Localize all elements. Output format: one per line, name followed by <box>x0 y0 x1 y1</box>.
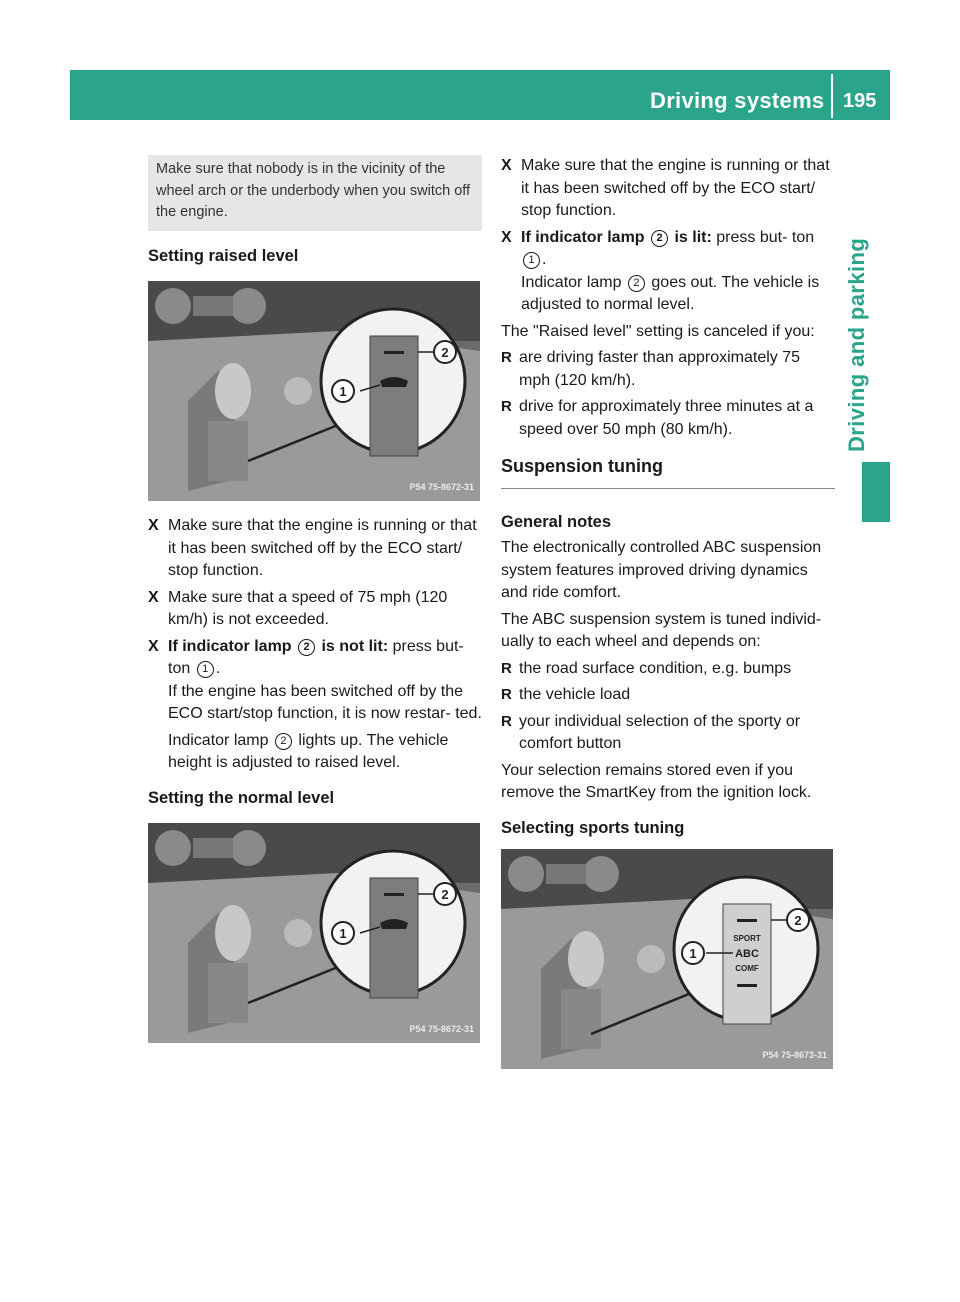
left-column <box>148 155 482 1057</box>
step-text: Make sure that the engine is running or that it has been switched off by the ECO start/ stop function. <box>521 157 830 219</box>
heading-raised-level: Setting raised level <box>148 246 299 265</box>
callout-ref: 2 <box>298 639 315 656</box>
callout-1: 1 <box>339 384 347 399</box>
step-result: If the engine has been switched off by the ECO start/stop function, it is now restar- ted. <box>168 682 482 722</box>
step-text: ton <box>168 660 191 677</box>
step-text: press but- <box>392 637 464 655</box>
figure-sports-tuning <box>501 849 833 1069</box>
list-item <box>501 684 835 707</box>
paragraph: The electronically controlled ABC suspension system features improved driving dynamics and ride comfort. <box>501 539 822 601</box>
callout-ref: 1 <box>197 661 214 678</box>
figure-raised-level <box>148 281 480 501</box>
paragraph: The ABC suspension system is tuned individ- ually to each wheel and depends on: <box>501 610 822 650</box>
callout-ref: 2 <box>651 230 668 247</box>
step-text: Make sure that the engine is running or that it has been switched off by the ECO start/ stop function. <box>168 517 477 579</box>
bullet-marker: R <box>501 398 512 415</box>
callout-2: 2 <box>441 887 449 902</box>
callout-1: 1 <box>689 946 697 961</box>
list-item <box>501 347 835 392</box>
step-text: . <box>542 251 547 268</box>
step-text: ton <box>791 228 815 246</box>
list-item-text: drive for approximately three minutes at a speed over 50 mph (80 km/h). <box>519 398 814 438</box>
bullet-marker: R <box>501 686 512 703</box>
page-number: 195 <box>843 90 877 112</box>
warning-box: Make sure that nobody is in the vicinity of the wheel arch or the underbody when you switch off the engine. <box>148 155 482 231</box>
callout-2: 2 <box>441 345 449 360</box>
heading-general-notes: General notes <box>501 512 612 531</box>
step-marker: X <box>148 637 159 655</box>
list-item-text: the vehicle load <box>519 686 631 703</box>
console-illustration-2 <box>148 823 480 1043</box>
list-item-text: the road surface condition, e.g. bumps <box>519 659 792 677</box>
step-text: . <box>215 660 221 677</box>
list-item <box>501 658 835 681</box>
right-column <box>501 155 835 1083</box>
list-item <box>501 711 835 756</box>
step-condition: If indicator lamp <box>168 637 292 655</box>
step-condition: If indicator lamp <box>521 228 645 246</box>
chapter-side-label: Driving and parking <box>844 237 869 452</box>
callout-1: 1 <box>339 926 347 941</box>
step-result <box>521 272 835 317</box>
step-item <box>501 155 835 223</box>
button-label-sport: SPORT <box>733 934 761 943</box>
step-marker: X <box>148 517 159 534</box>
heading-normal-level: Setting the normal level <box>148 788 335 807</box>
paragraph: Your selection remains stored even if you remove the SmartKey from the ignition lock. <box>501 761 812 801</box>
callout-ref: 1 <box>523 252 540 269</box>
step-text: Indicator lamp <box>168 731 269 749</box>
cancel-intro: The "Raised level" setting is canceled if you: <box>501 322 815 340</box>
figure-code: P54 75-8672-31 <box>409 481 474 492</box>
step-marker: X <box>501 228 512 246</box>
step-result <box>168 730 482 775</box>
step-text: Indicator lamp <box>521 273 622 291</box>
step-item <box>148 515 482 583</box>
list-item-text: your individual selection of the sporty or comfort button <box>519 712 801 752</box>
step-condition: is lit: <box>674 228 712 246</box>
step-text: goes out. The vehicle is adjusted to normal level. <box>521 273 820 313</box>
section-title: Driving systems <box>650 88 825 113</box>
step-marker: X <box>148 588 159 606</box>
step-item <box>148 587 482 632</box>
figure-normal-level <box>148 823 480 1043</box>
step-text: Make sure that a speed of 75 mph (120 km/h) is not exceeded. <box>168 588 448 628</box>
figure-code: P54 75-8672-31 <box>409 1023 474 1034</box>
step-condition: is not lit: <box>321 637 389 655</box>
figure-code: P54 75-8673-31 <box>762 1049 827 1060</box>
step-item <box>148 636 482 775</box>
callout-ref: 2 <box>628 275 645 292</box>
step-text: press but- <box>716 228 788 246</box>
step-marker: X <box>501 157 512 174</box>
step-item <box>501 227 835 317</box>
callout-2: 2 <box>794 913 802 928</box>
chapter-side-marker <box>862 462 890 522</box>
callout-ref: 2 <box>275 733 292 750</box>
button-label-comf: COMF <box>735 964 759 973</box>
header-divider <box>831 74 833 118</box>
button-label-abc: ABC <box>735 948 759 960</box>
bullet-marker: R <box>501 712 512 730</box>
list-item <box>501 396 835 441</box>
heading-sports-tuning: Selecting sports tuning <box>501 818 685 837</box>
section-heading: Suspension tuning <box>501 455 835 489</box>
list-item-text: are driving faster than approximately 75 mph (120 km/h). <box>519 349 801 389</box>
step-text: lights up. The vehicle height is adjusted to raised level. <box>168 731 449 771</box>
bullet-marker: R <box>501 659 512 677</box>
console-illustration-1 <box>148 281 480 501</box>
console-illustration-3 <box>501 849 833 1069</box>
bullet-marker: R <box>501 349 512 366</box>
